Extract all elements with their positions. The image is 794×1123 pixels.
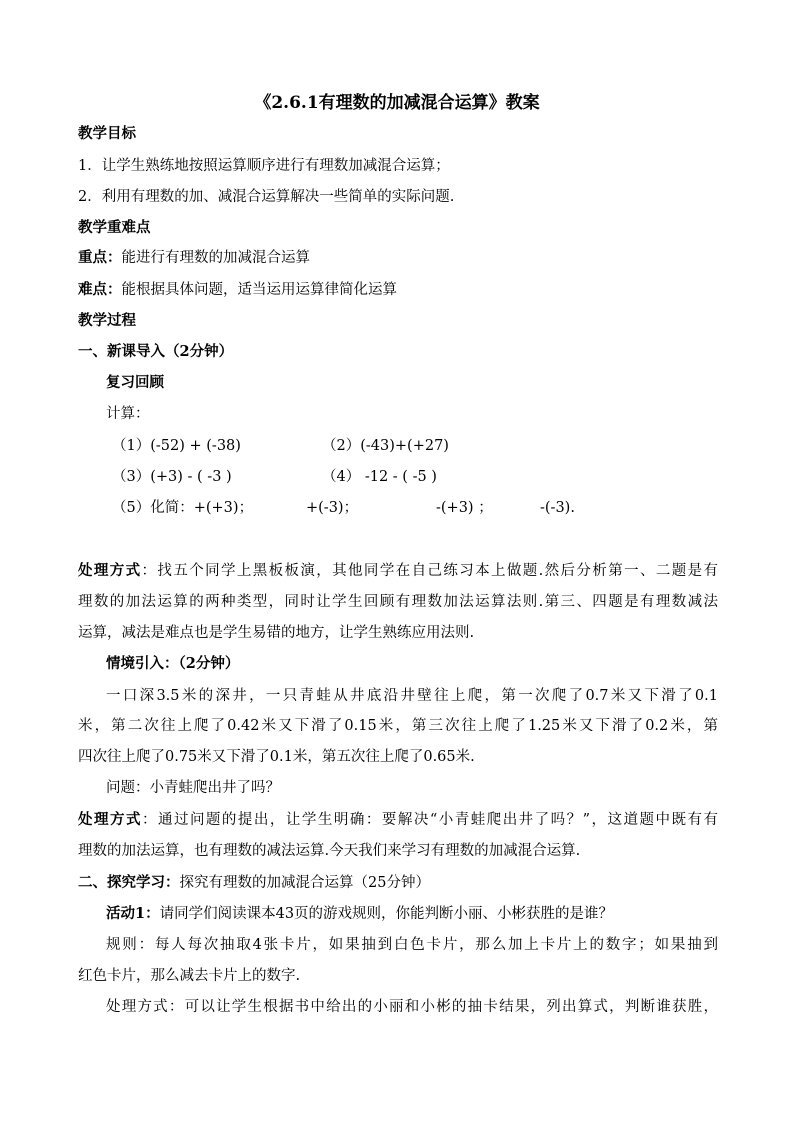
difficult-text: 能根据具体问题，适当运用运算律简化运算 bbox=[121, 282, 397, 298]
exercise-5d: -(-3). bbox=[540, 500, 575, 516]
exercise-1: （1）(-52) + (-38) bbox=[112, 438, 241, 454]
activity-label: 活动1： bbox=[106, 905, 160, 922]
exercise-5c: -(+3) ； bbox=[436, 500, 493, 516]
exercise-2: （2）(-43)+(+27) bbox=[322, 438, 449, 454]
section1-heading: 一、新课导入（2分钟） bbox=[78, 343, 234, 360]
activity-1 bbox=[106, 904, 613, 924]
scenario-heading: 情境引入：（2分钟） bbox=[106, 655, 240, 672]
exercise-4: （4） -12 - ( -5 ) bbox=[322, 469, 437, 485]
difficult-label: 难点： bbox=[78, 281, 122, 298]
scenario-line-2: 米，第二次往上爬了0.42米又下滑了0.15米，第三次往上爬了1.25米又下滑了0.2米，第 bbox=[78, 718, 718, 734]
method2-line-1: 处理方式：通过问题的提出，让学生明确：要解决“小青蛙爬出井了吗？”，这道题中既有有 bbox=[78, 811, 718, 828]
review-heading: 复习回顾 bbox=[106, 374, 164, 391]
key-point-text: 能进行有理数的加减混合运算 bbox=[121, 250, 310, 266]
method-label-2: 处理方式 bbox=[78, 811, 142, 828]
method1-line-3: 运算，减法是难点也是学生易错的地方，让学生熟练应用法则. bbox=[78, 625, 475, 641]
method2-line-2: 理数的加法运算，也有理数的减法运算.今天我们来学习有理数的加减混合运算. bbox=[78, 843, 581, 859]
section2-text: 探究有理数的加减混合运算（25分钟） bbox=[179, 875, 430, 891]
rules-line-1: 规则：每人每次抽取4张卡片，如果抽到白色卡片，那么加上卡片上的数字；如果抽到 bbox=[106, 937, 718, 953]
rules-line-2: 红色卡片，那么减去卡片上的数字. bbox=[78, 968, 301, 984]
exercise-3: （3）(+3) - ( -3 ) bbox=[112, 469, 232, 485]
goal-item-2: 2．利用有理数的加、减混合运算解决一些简单的实际问题. bbox=[78, 189, 455, 205]
document-title: 《2.6.1有理数的加减混合运算》教案 bbox=[254, 93, 540, 113]
difficult-point bbox=[78, 280, 397, 300]
scenario-line-3: 四次往上爬了0.75米又下滑了0.1米，第五次往上爬了0.65米. bbox=[78, 749, 475, 765]
key-heading: 教学重难点 bbox=[78, 219, 151, 236]
key-point bbox=[78, 248, 310, 268]
scenario-line-1: 一口深3.5米的深井，一只青蛙从井底沿井壁往上爬，第一次爬了0.7米又下滑了0.1 bbox=[106, 688, 718, 704]
goal-item-1: 1．让学生熟练地按照运算顺序进行有理数加减混合运算； bbox=[78, 158, 450, 174]
method-label: 处理方式 bbox=[78, 562, 142, 579]
method1-line-2: 理数的加法运算的两种类型，同时让学生回顾有理数加法运算法则.第三、四题是有理数减法 bbox=[78, 594, 718, 610]
exercise-5a: （5）化简：+(+3)； bbox=[112, 500, 254, 516]
process-heading: 教学过程 bbox=[78, 312, 136, 329]
method1-line-1: 处理方式：找五个同学上黑板板演，其他同学在自己练习本上做题.然后分析第一、二题是有 bbox=[78, 562, 719, 579]
section2 bbox=[78, 873, 430, 893]
activity-text: 请同学们阅读课本43页的游戏规则，你能判断小丽、小彬获胜的是谁？ bbox=[159, 906, 614, 922]
question: 问题：小青蛙爬出井了吗？ bbox=[106, 780, 280, 796]
exercise-5b: +(-3)； bbox=[306, 500, 359, 516]
calc-label: 计算： bbox=[106, 406, 150, 422]
section2-heading: 二、探究学习： bbox=[78, 874, 180, 891]
key-point-label: 重点： bbox=[78, 249, 122, 266]
method3: 处理方式：可以让学生根据书中给出的小丽和小彬的抽卡结果，列出算式，判断谁获胜， bbox=[106, 999, 718, 1015]
goals-heading: 教学目标 bbox=[78, 125, 136, 142]
